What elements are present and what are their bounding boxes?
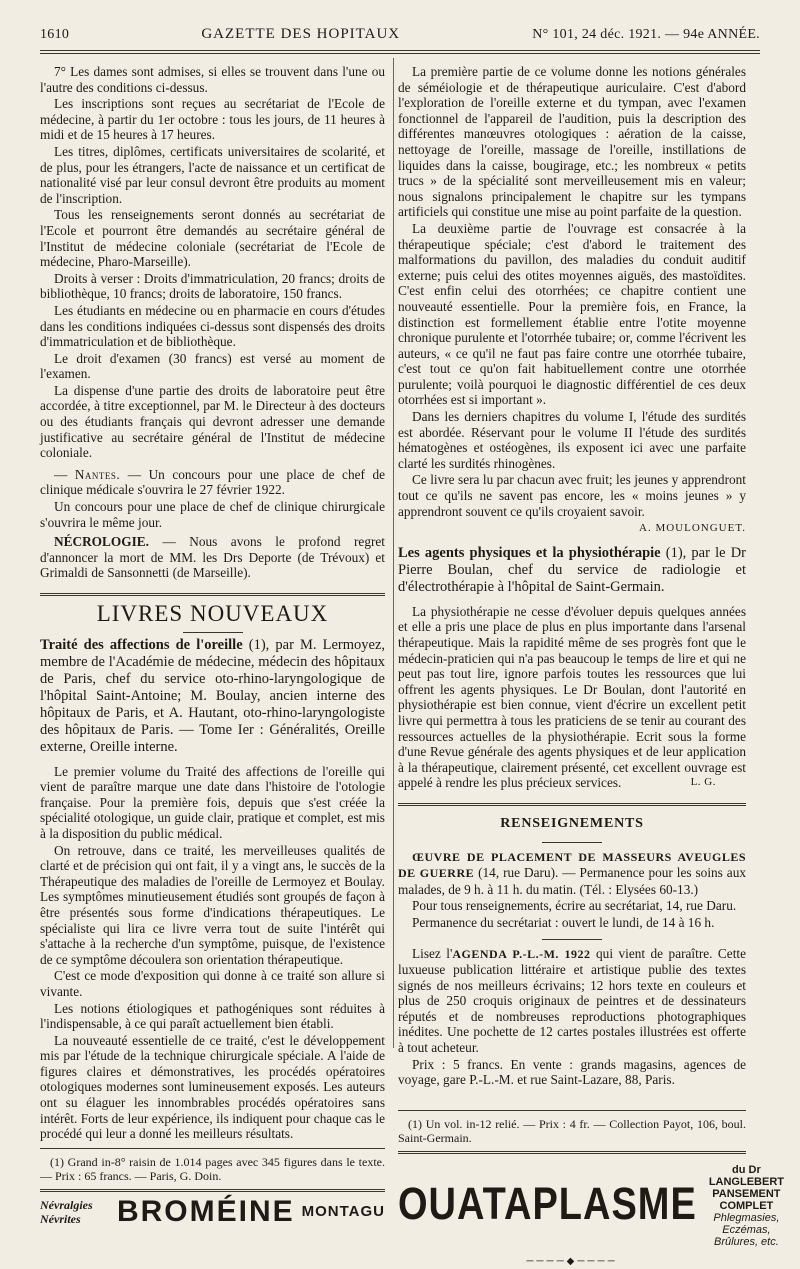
ad-rule — [40, 1189, 385, 1192]
paragraph: Le droit d'examen (30 francs) est versé au moment de l'examen. — [40, 350, 385, 382]
book2-title: Les agents physiques et la physiothérapie — [398, 544, 661, 561]
livres-title: LIVRES NOUVEAUX — [96, 601, 329, 626]
paragraph: C'est ce mode d'exposition qui donne à ce traité son allure si vivante. — [40, 968, 385, 999]
footnote: (1) Un vol. in-12 relié. — Prix : 4 fr. — Collection Payot, 106, boul. Saint-Germain. — [398, 1116, 746, 1145]
book-heading — [40, 637, 385, 756]
ad-brand: OUATAPLASME — [398, 1179, 697, 1231]
ad-line-2: PANSEMENT COMPLET — [712, 1187, 781, 1212]
paragraph: Les inscriptions sont reçues au secrétariat de l'Ecole de médecine, à partir du 1er octobre : tous les jours, de 11 heures à midi et de 15 heures à 17 heures. — [40, 96, 385, 143]
book2-details: (1), par le Dr Pierre Boulan, chef du service de radiologie et d'électrothérapie à l'hôpital de Saint-Germain. — [398, 544, 746, 595]
page-number: 1610 — [40, 27, 70, 42]
paragraph: La nouveauté essentielle de ce traité, c'est le développement mis par l'étude de la technique chirurgicale spéciale. A l'aide de figures claires et démonstratives, les procédés opératoires otologiques modernes sont lumineusement exposés. Les auteurs ont su élaguer les innombrables procédés opératoires sans intérêt. Forts de leur expérience, ils indiquent pour chaque cas le procédé qui leur a donné les meilleurs résultats. — [40, 1032, 385, 1142]
paragraph: Tous les renseignements seront donnés au secrétariat de l'Ecole et pourront être demandés au secrétaire général de l'Institut de médecine coloniale (secrétariat de l'Ecole de médecine, Pharo-Marseille). — [40, 207, 385, 270]
necrologie-label: NÉCROLOGIE. — [54, 534, 149, 550]
nantes-notice: — Nantes. — Un concours pour une place de chef de clinique médicale s'ouvrira le 27 février 1922. — [40, 466, 386, 498]
issue-info: N° 101, 24 déc. 1921. — 94e ANNÉE. — [532, 27, 760, 42]
paragraph: Ce livre sera lu par chacun avec fruit; les jeunes y apprendront tout ce qu'ils ne savent pas encore, les « moins jeunes » y apprendront souvent ce qu'ils croyaient savoir. — [398, 472, 746, 519]
oeuvre-p2: Pour tous renseignements, écrire au secrétariat, 14, rue Daru. — [412, 898, 737, 914]
signature: A. MOULONGUET. — [639, 522, 746, 535]
ad-line-3: Phlegmasies, Eczémas, Brûlures, etc. — [713, 1211, 780, 1248]
ad-brand: BROMÉINE — [116, 1195, 295, 1229]
necrologie-notice: NÉCROLOGIE. — Nous avons le profond regret d'annoncer la mort de MM. les Drs Deporte (de Trévoux) et Grimaldi de Sansonnetti (de Marseille). — [40, 534, 385, 581]
ad-rule — [398, 1151, 746, 1154]
ad-maker: MONTAGU — [301, 1203, 385, 1221]
paragraph: 7° Les dames sont admises, si elles se trouvent dans l'une ou l'autre des conditions ci-dessus. — [40, 64, 385, 95]
agenda-notice — [398, 946, 746, 1056]
short-rule — [183, 632, 243, 633]
paragraph: La première partie de ce volume donne les notions générales de séméiologie et de thérapeutique auriculaire. C'est d'abord l'exploration de l'oreille externe et du tympan, avec l'examen fonctionnel de l'appareil de l'audition, puis la description des différentes manœuvres otologiques : aération de la caisse, nettoyage de l'oreille, massage de l'oreille, instillations de liquides dans la caisse, bougirage, etc.; les nombreux « petits trucs » de la spécialité sont merveilleusement mis en valeur; nous signalons principalement le chapitre sur les tympans artificiels qui constitue une mise au point parfaite de la question. — [398, 64, 746, 220]
paragraph: Les notions étiologiques et pathogéniques sont réduites à l'indispensable, à ce qui paraît actuellement bien établi. — [40, 1000, 385, 1032]
agenda-label: AGENDA P.-L.-M. 1922 — [452, 946, 591, 961]
left-column — [40, 64, 386, 1229]
ad-indications — [40, 1198, 110, 1226]
oeuvre-notice — [398, 849, 746, 898]
book2-heading — [398, 545, 746, 596]
oeuvre-text: (14, rue Daru). — Permanence pour les soins aux malades, de 9 h. à 11 h. du matin. (Tél. : Elysées 60-13.) — [398, 865, 746, 897]
book-title: Traité des affections de l'oreille — [40, 636, 243, 653]
footnote-rule — [40, 1148, 385, 1149]
agenda-pre: Lisez l' — [412, 945, 453, 961]
book2-text — [398, 604, 746, 791]
paragraph: Les titres, diplômes, certificats universitaires de scolarité, et de plus, pour les étrangers, l'acte de naissance et un certificat de nationalité visé par leur consul devront être produits au moment de l'inscription. — [40, 143, 385, 206]
nantes-text-2: Un concours pour une place de chef de clinique chirurgicale s'ouvrira le même jour. — [40, 499, 385, 530]
ouataplasme-ad — [398, 1163, 784, 1248]
agenda-text: qui vient de paraître. Cette luxueuse publication littéraire et artistique publie des textes signés de nos meilleurs écrivains; 12 hors texte en couleurs et plus de 250 croquis originaux de peintres et de dessinateurs réputés et de nombreuses reproductions photographiques inédites. Une pochette de 12 cartes postales illustrées est offerte à tout acheteur. — [398, 945, 746, 1056]
ad-indication-1: Névralgies — [40, 1197, 93, 1212]
book-details: (1), par M. Lermoyez, membre de l'Académie de médecine, médecin des hôpitaux de Paris, chef du service oto-rhino-laryngologique de l'hôpital Saint-Antoine; M. Boulay, ancien interne des hôpitaux de Paris, et A. Hautant, oto-rhino-laryngologiste des hôpitaux de Paris. — Tome Ier : Généralités, Oreille externe, Oreille interne. — [40, 636, 386, 755]
bromeine-ad — [40, 1195, 385, 1229]
short-rule — [542, 842, 602, 843]
book2-body: La physiothérapie ne cesse d'évoluer depuis quelques années et elle a pris une place de plus en plus importante dans l'arsenal thérapeutique. Mais la rapidité même de ses progrès font que le médecin-praticien qui n'a pas beaucoup le temps de lire et qui ne peut pas tout lire, ignore parfois toutes les ressources que lui offrent les agents physiques. Le Dr Boulan, dont l'autorité en physiothérapie est bien connue, vient d'écrire un excellent petit livre qui permettra à tous les praticiens de se tenir au courant des ressources actuelles de la physiothérapie. Ecrit sous la forme d'une Revue générale des agents physiques et de leur application à la thérapeutique, clairement présenté, cet excellent ouvrage est appelé à rendre les plus précieux services. — [398, 603, 746, 791]
nantes-text-1: Un concours pour une place de chef de clinique médicale s'ouvrira le 27 février 1922. — [40, 466, 386, 498]
column-divider — [393, 58, 394, 1048]
renseignements-title: RENSEIGNEMENTS — [500, 815, 644, 831]
header-rule-2 — [40, 53, 760, 54]
short-rule — [542, 939, 602, 940]
section-rule — [40, 593, 385, 596]
paragraph: Le premier volume du Traité des affections de l'oreille qui vient de paraître marque une date dans l'histoire de l'otologie française. Pour la première fois, depuis que s'est créée la spécialité otologique, un guide clair, pratique et complet, est mis à la disposition du public médical. — [40, 763, 385, 841]
footnote: (1) Grand in-8° raisin de 1.014 pages avec 345 figures dans le texte. — Prix : 65 francs. — Paris, G. Doin. — [40, 1154, 385, 1183]
nantes-label: Nantes. — [74, 466, 121, 482]
right-column — [398, 64, 784, 1269]
page-header — [40, 26, 760, 48]
paragraph: La dispense d'une partie des droits de laboratoire peut être accordée, à titre exceptionnel, par M. le Directeur à des docteurs ou des étudiants français qui devront adresser une demande justificative au secrétaire général de l'Institut de médecine coloniale. — [40, 382, 385, 461]
ad-details — [709, 1164, 784, 1248]
oeuvre-p3: Permanence du secrétariat : ouvert le lundi, de 14 à 16 h. — [412, 914, 715, 930]
section-rule — [398, 803, 746, 806]
header-rule — [40, 50, 760, 51]
paragraph: On retrouve, dans ce traité, les merveilleuses qualités de clarté et de précision qui ont fait, il y a vingt ans, le succès de la Thérapeutique des maladies de l'oreille de Lermoyez et Boulay. Les symptômes minutieusement étudiés sont groupés de façon à être présentés sous forme d'indications thérapeutiques. Le spécialiste qui lira ce livre verra tout de suite l'intérêt qui s'attache à la recherche d'un symptôme, puisque, de l'existence de ce symptôme découlera son orientation thérapeutique. — [40, 842, 385, 967]
paragraph: La deuxième partie de l'ouvrage est consacrée à la thérapeutique spéciale; c'est d'abord le traitement des malformations du pavillon, des maladies du conduit auditif externe; puis celui des otites moyennes aiguës, des mastoïdites. C'est enfin celui des otorrhées; ce chapitre contient une nouveauté essentielle. Pour la première fois, en France, la distinction est formellement établie entre l'otite moyenne chronique purulente et l'otorrhée tubaire; or, comme l'écrivent les auteurs, « ce qu'il ne faut pas faire contre une otorrhée tubaire, c'est tout ce qu'on fait habituellement contre une otorrhée purulente; voilà pourquoi le diagnostic différentiel de ces deux otorrhées est si important ». — [398, 220, 746, 408]
paragraph: Droits à verser : Droits d'immatriculation, 20 francs; droits de bibliothèque, 10 francs; droits de laboratoire, 150 francs. — [40, 270, 385, 302]
agenda-p2: Prix : 5 francs. En vente : grands magasins, agences de voyage, gare P.-L.-M. et rue Saint-Lazare, 88, Paris. — [398, 1056, 746, 1088]
necrologie-text: Nous avons le profond regret d'annoncer la mort de MM. les Drs Deporte (de Trévoux) et Grimaldi de Sansonnetti (de Marseille). — [40, 534, 385, 581]
paragraph: Les étudiants en médecine ou en pharmacie en cours d'études dans les conditions indiquées ci-dessus sont dispensés des droits d'immatriculation et de bibliothèque. — [40, 302, 385, 350]
ad-indication-2: Névrites — [40, 1211, 81, 1226]
footnote-rule — [398, 1110, 746, 1111]
signature: L. G. — [690, 776, 716, 789]
journal-title: GAZETTE DES HOPITAUX — [201, 26, 401, 42]
oeuvre-label: ŒUVRE DE PLACEMENT DE MASSEURS AVEUGLES DE GUERRE — [398, 849, 746, 881]
ornament-divider: ────◆──── — [526, 1255, 618, 1267]
paragraph: Dans les derniers chapitres du volume I, l'étude des surdités est abordée. Réservant pour le volume II l'étude des surdités hématogènes et ostéogènes, ils exposent ici avec une parfaite clarté les surdités rhinogènes. — [398, 409, 746, 471]
ad-line-1: du Dr LANGLEBERT — [708, 1163, 784, 1188]
